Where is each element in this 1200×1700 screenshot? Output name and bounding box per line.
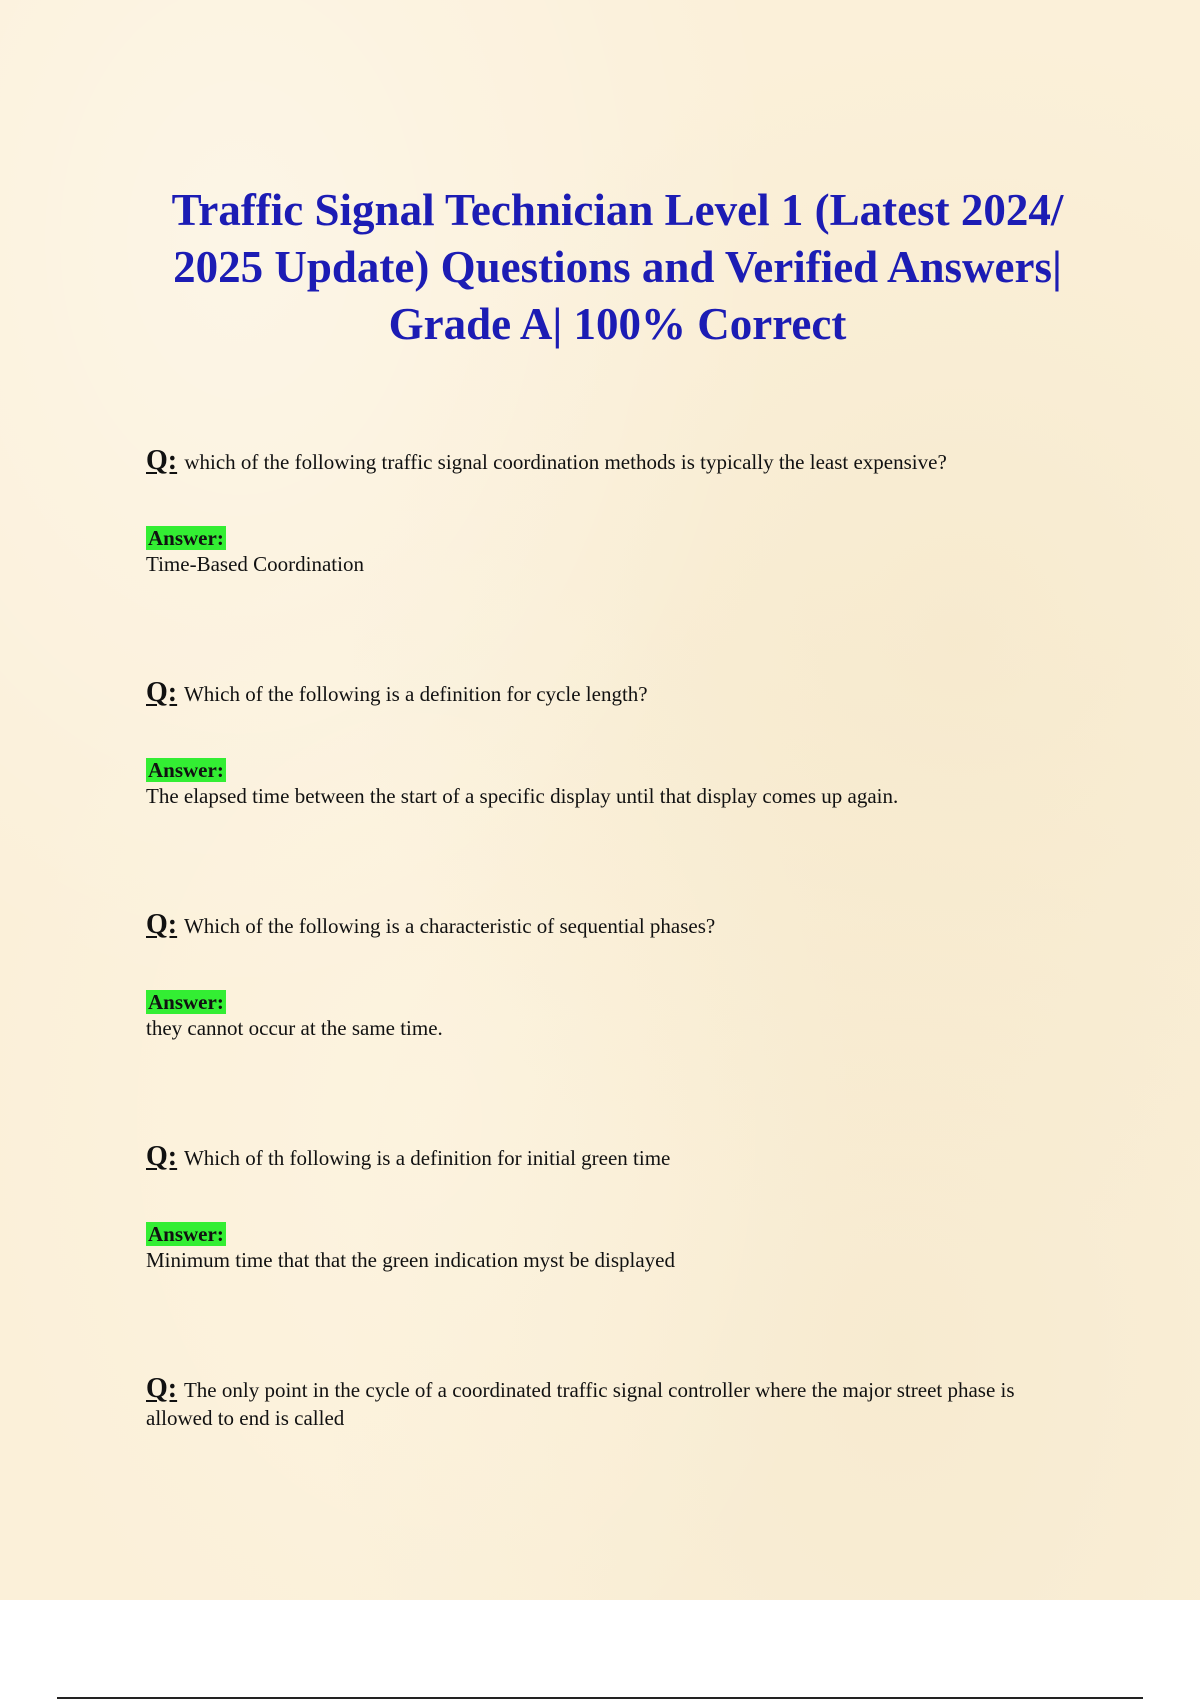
question-text: Which of th following is a definition for initial green time [183, 1146, 671, 1170]
question-text: which of the following traffic signal coordination methods is typically the least expensive? [184, 450, 947, 474]
answer-label: Answer: [148, 758, 224, 782]
qa-item-3 [146, 911, 1086, 1042]
answer-text: they cannot occur at the same time. [146, 1016, 443, 1040]
footer-divider [57, 1697, 1143, 1699]
question-label: Q: [146, 909, 178, 940]
document-title: Traffic Signal Technician Level 1 (Latest 2024/ 2025 Update) Questions and Verified Answers| Grade A| 100% Correct [171, 185, 1064, 349]
question-label: Q: [146, 1141, 178, 1172]
answer-label: Answer: [148, 526, 224, 550]
question-1 [146, 447, 1086, 476]
question-label: Q: [146, 1373, 178, 1404]
question-2 [146, 679, 1086, 708]
qa-item-1 [146, 447, 1086, 578]
qa-item-5 [146, 1375, 1086, 1432]
question-label: Q: [146, 677, 178, 708]
answer-text: Time-Based Coordination [146, 552, 364, 576]
question-text: The only point in the cycle of a coordinated traffic signal controller where the major street phase is allowed to end is called [146, 1378, 1015, 1430]
question-3 [146, 911, 1086, 940]
answer-text: Minimum time that that the green indication myst be displayed [146, 1248, 675, 1272]
answer-label: Answer: [148, 990, 224, 1014]
answer-label: Answer: [148, 1222, 224, 1246]
answer-text: The elapsed time between the start of a specific display until that display comes up again. [146, 784, 899, 808]
question-label: Q: [146, 445, 178, 476]
question-4 [146, 1143, 1086, 1172]
question-text: Which of the following is a definition for cycle length? [183, 682, 648, 706]
question-5 [146, 1375, 1086, 1432]
qa-item-4 [146, 1143, 1086, 1274]
question-text: Which of the following is a characteristic of sequential phases? [183, 914, 716, 938]
qa-item-2 [146, 679, 1086, 810]
